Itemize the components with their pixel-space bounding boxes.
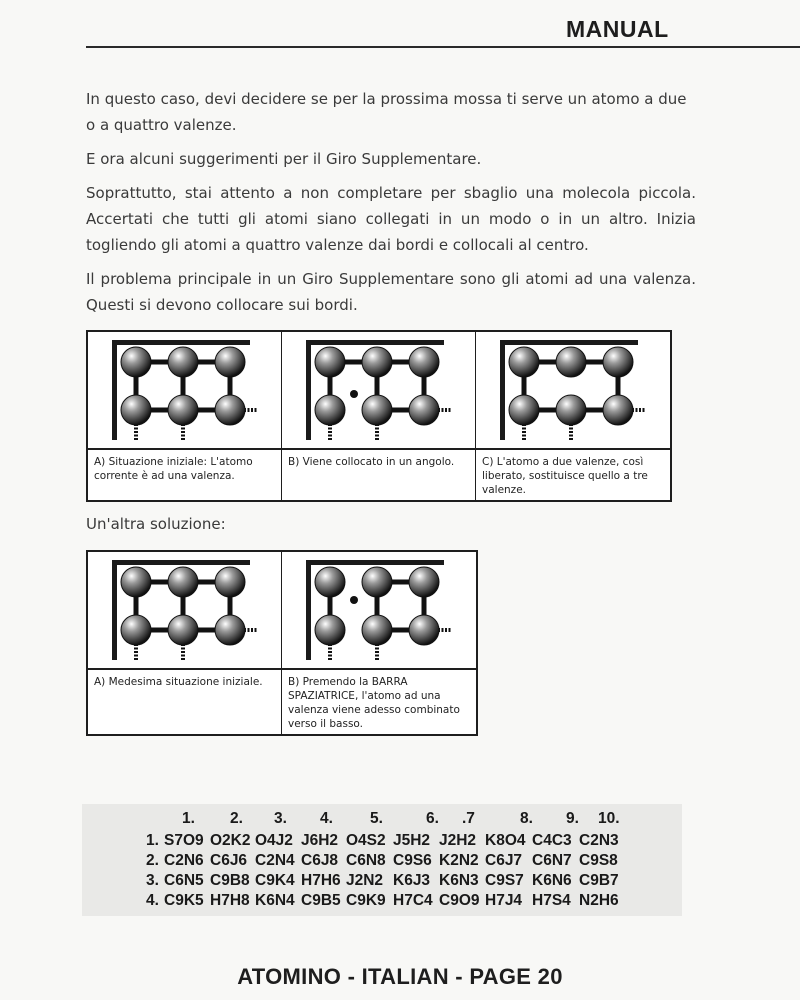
code-cell: C9B8 — [210, 872, 250, 889]
code-cell: C9S7 — [485, 872, 524, 889]
code-cell: K2N2 — [439, 852, 479, 869]
code-cell: H7H6 — [301, 872, 341, 889]
board-edge — [500, 340, 505, 440]
code-column-header: 2. — [230, 810, 243, 827]
code-cell: J5H2 — [393, 832, 431, 849]
atom — [215, 615, 245, 645]
atom — [121, 615, 151, 645]
code-cell: C6N5 — [164, 872, 204, 889]
code-cell: K8O4 — [485, 832, 526, 849]
code-cell: J6H2 — [301, 832, 339, 849]
code-cell: J2N2 — [346, 872, 384, 889]
atom — [215, 567, 245, 597]
code-cell: J2H2 — [439, 832, 477, 849]
code-column-header: 9. — [566, 810, 579, 827]
manual-title: MANUAL — [566, 16, 669, 42]
board-edge — [112, 340, 117, 440]
code-cell: C6J8 — [301, 852, 339, 869]
code-row-label: 3. — [146, 872, 159, 889]
atom — [409, 615, 439, 645]
code-cell: O2K2 — [210, 832, 251, 849]
atom — [509, 395, 539, 425]
code-column-header: 6. — [426, 810, 439, 827]
code-cell: C2N3 — [579, 832, 619, 849]
code-cell: C9B7 — [579, 872, 619, 889]
code-column-header: 8. — [520, 810, 533, 827]
atom — [168, 567, 198, 597]
code-cell: C2N6 — [164, 852, 204, 869]
atom — [315, 395, 345, 425]
molecule-diagram — [476, 332, 670, 448]
atom — [409, 347, 439, 377]
code-cell: C9S6 — [393, 852, 432, 869]
atom — [215, 347, 245, 377]
board-edge — [112, 340, 250, 345]
atom — [409, 395, 439, 425]
atom — [556, 347, 586, 377]
atom — [362, 347, 392, 377]
code-cell: O4S2 — [346, 832, 386, 849]
figure-2 — [86, 550, 478, 736]
atom — [168, 395, 198, 425]
caption-divider — [476, 448, 670, 450]
paragraph-3: Soprattutto, stai attento a non completare per sbaglio una molecola piccola. Accertati che tutti gli atomi siano collegati in un modo o in un altro. Inizia togliendo gli atomi a quattro valenze dai bordi e collocali al centro. — [86, 184, 696, 254]
atom — [121, 567, 151, 597]
paragraph-1: In questo caso, devi decidere se per la prossima mossa ti serve un atomo a due o a quattro valenze. — [86, 90, 687, 134]
figure-1-panel-b — [282, 332, 476, 500]
code-cell: K6N3 — [439, 872, 479, 889]
figure-1-panel-c — [476, 332, 670, 500]
code-cell: H7C4 — [393, 892, 433, 909]
molecule-diagram — [88, 552, 281, 668]
figure-1 — [86, 330, 672, 502]
figure-2-caption-a: A) Medesima situazione iniziale. — [94, 676, 263, 688]
code-cell: C9S8 — [579, 852, 618, 869]
atom — [362, 615, 392, 645]
caption-divider — [88, 448, 281, 450]
cursor-dot — [350, 596, 358, 604]
code-cell: K6N6 — [532, 872, 572, 889]
board-edge — [112, 560, 117, 660]
atom — [168, 347, 198, 377]
code-cell: C6N8 — [346, 852, 386, 869]
page-footer: ATOMINO - ITALIAN - PAGE 20 — [237, 964, 563, 989]
code-row-label: 4. — [146, 892, 159, 909]
figure-2-panel-a — [88, 552, 282, 734]
alt-solution-heading: Un'altra soluzione: — [86, 515, 226, 533]
figure-2-caption-b: B) Premendo la BARRA SPAZIATRICE, l'atomo ad una valenza viene adesso combinato verso il basso. — [288, 676, 460, 730]
board-edge — [306, 560, 444, 565]
figure-2-panel-b — [282, 552, 476, 734]
code-column-header: 10. — [598, 810, 620, 827]
molecule-diagram — [88, 332, 281, 448]
header-rule — [86, 46, 800, 48]
caption-divider — [282, 668, 476, 670]
code-cell: C9K9 — [346, 892, 386, 909]
code-column-header: 1. — [182, 810, 195, 827]
code-cell: S7O9 — [164, 832, 204, 849]
atom — [556, 395, 586, 425]
figure-1-caption-a: A) Situazione iniziale: L'atomo corrente è ad una valenza. — [94, 456, 253, 482]
caption-divider — [88, 668, 281, 670]
molecule-diagram — [282, 552, 476, 668]
code-cell: C6N7 — [532, 852, 572, 869]
atom — [603, 395, 633, 425]
code-cell: C6J7 — [485, 852, 523, 869]
figure-1-caption-c: C) L'atomo a due valenze, così liberato, sostituisce quello a tre valenze. — [482, 456, 648, 496]
board-edge — [306, 340, 444, 345]
atom — [121, 395, 151, 425]
code-row-label: 1. — [146, 832, 159, 849]
code-cell: C9B5 — [301, 892, 341, 909]
atom — [362, 395, 392, 425]
atom — [362, 567, 392, 597]
code-column-header: .7 — [462, 810, 475, 827]
cursor-dot — [350, 390, 358, 398]
paragraph-2: E ora alcuni suggerimenti per il Giro Supplementare. — [86, 150, 482, 168]
atom — [409, 567, 439, 597]
code-cell: C9K4 — [255, 872, 295, 889]
caption-divider — [282, 448, 475, 450]
atom — [168, 615, 198, 645]
atom — [215, 395, 245, 425]
atom — [315, 567, 345, 597]
atom — [509, 347, 539, 377]
board-edge — [500, 340, 638, 345]
code-cell: C9O9 — [439, 892, 480, 909]
code-cell: H7H8 — [210, 892, 250, 909]
code-cell: C9K5 — [164, 892, 204, 909]
paragraph-4: Il problema principale in un Giro Supplementare sono gli atomi ad una valenza. Questi si devono collocare sui bordi. — [86, 270, 696, 314]
atom — [315, 347, 345, 377]
code-cell: K6J3 — [393, 872, 431, 889]
code-cell: C6J6 — [210, 852, 248, 869]
board-edge — [112, 560, 250, 565]
figure-1-caption-b: B) Viene collocato in un angolo. — [288, 456, 455, 468]
code-cell: H7S4 — [532, 892, 571, 909]
code-cell: C2N4 — [255, 852, 295, 869]
code-column-header: 4. — [320, 810, 333, 827]
atom — [121, 347, 151, 377]
atom — [603, 347, 633, 377]
code-cell: K6N4 — [255, 892, 295, 909]
code-cell: H7J4 — [485, 892, 523, 909]
board-edge — [306, 340, 311, 440]
molecule-diagram — [282, 332, 475, 448]
code-cell: O4J2 — [255, 832, 293, 849]
code-cell: N2H6 — [579, 892, 619, 909]
code-column-header: 3. — [274, 810, 287, 827]
code-row-label: 2. — [146, 852, 159, 869]
code-cell: C4C3 — [532, 832, 572, 849]
board-edge — [306, 560, 311, 660]
atom — [315, 615, 345, 645]
code-table — [82, 804, 682, 916]
figure-1-panel-a — [88, 332, 282, 500]
code-column-header: 5. — [370, 810, 383, 827]
